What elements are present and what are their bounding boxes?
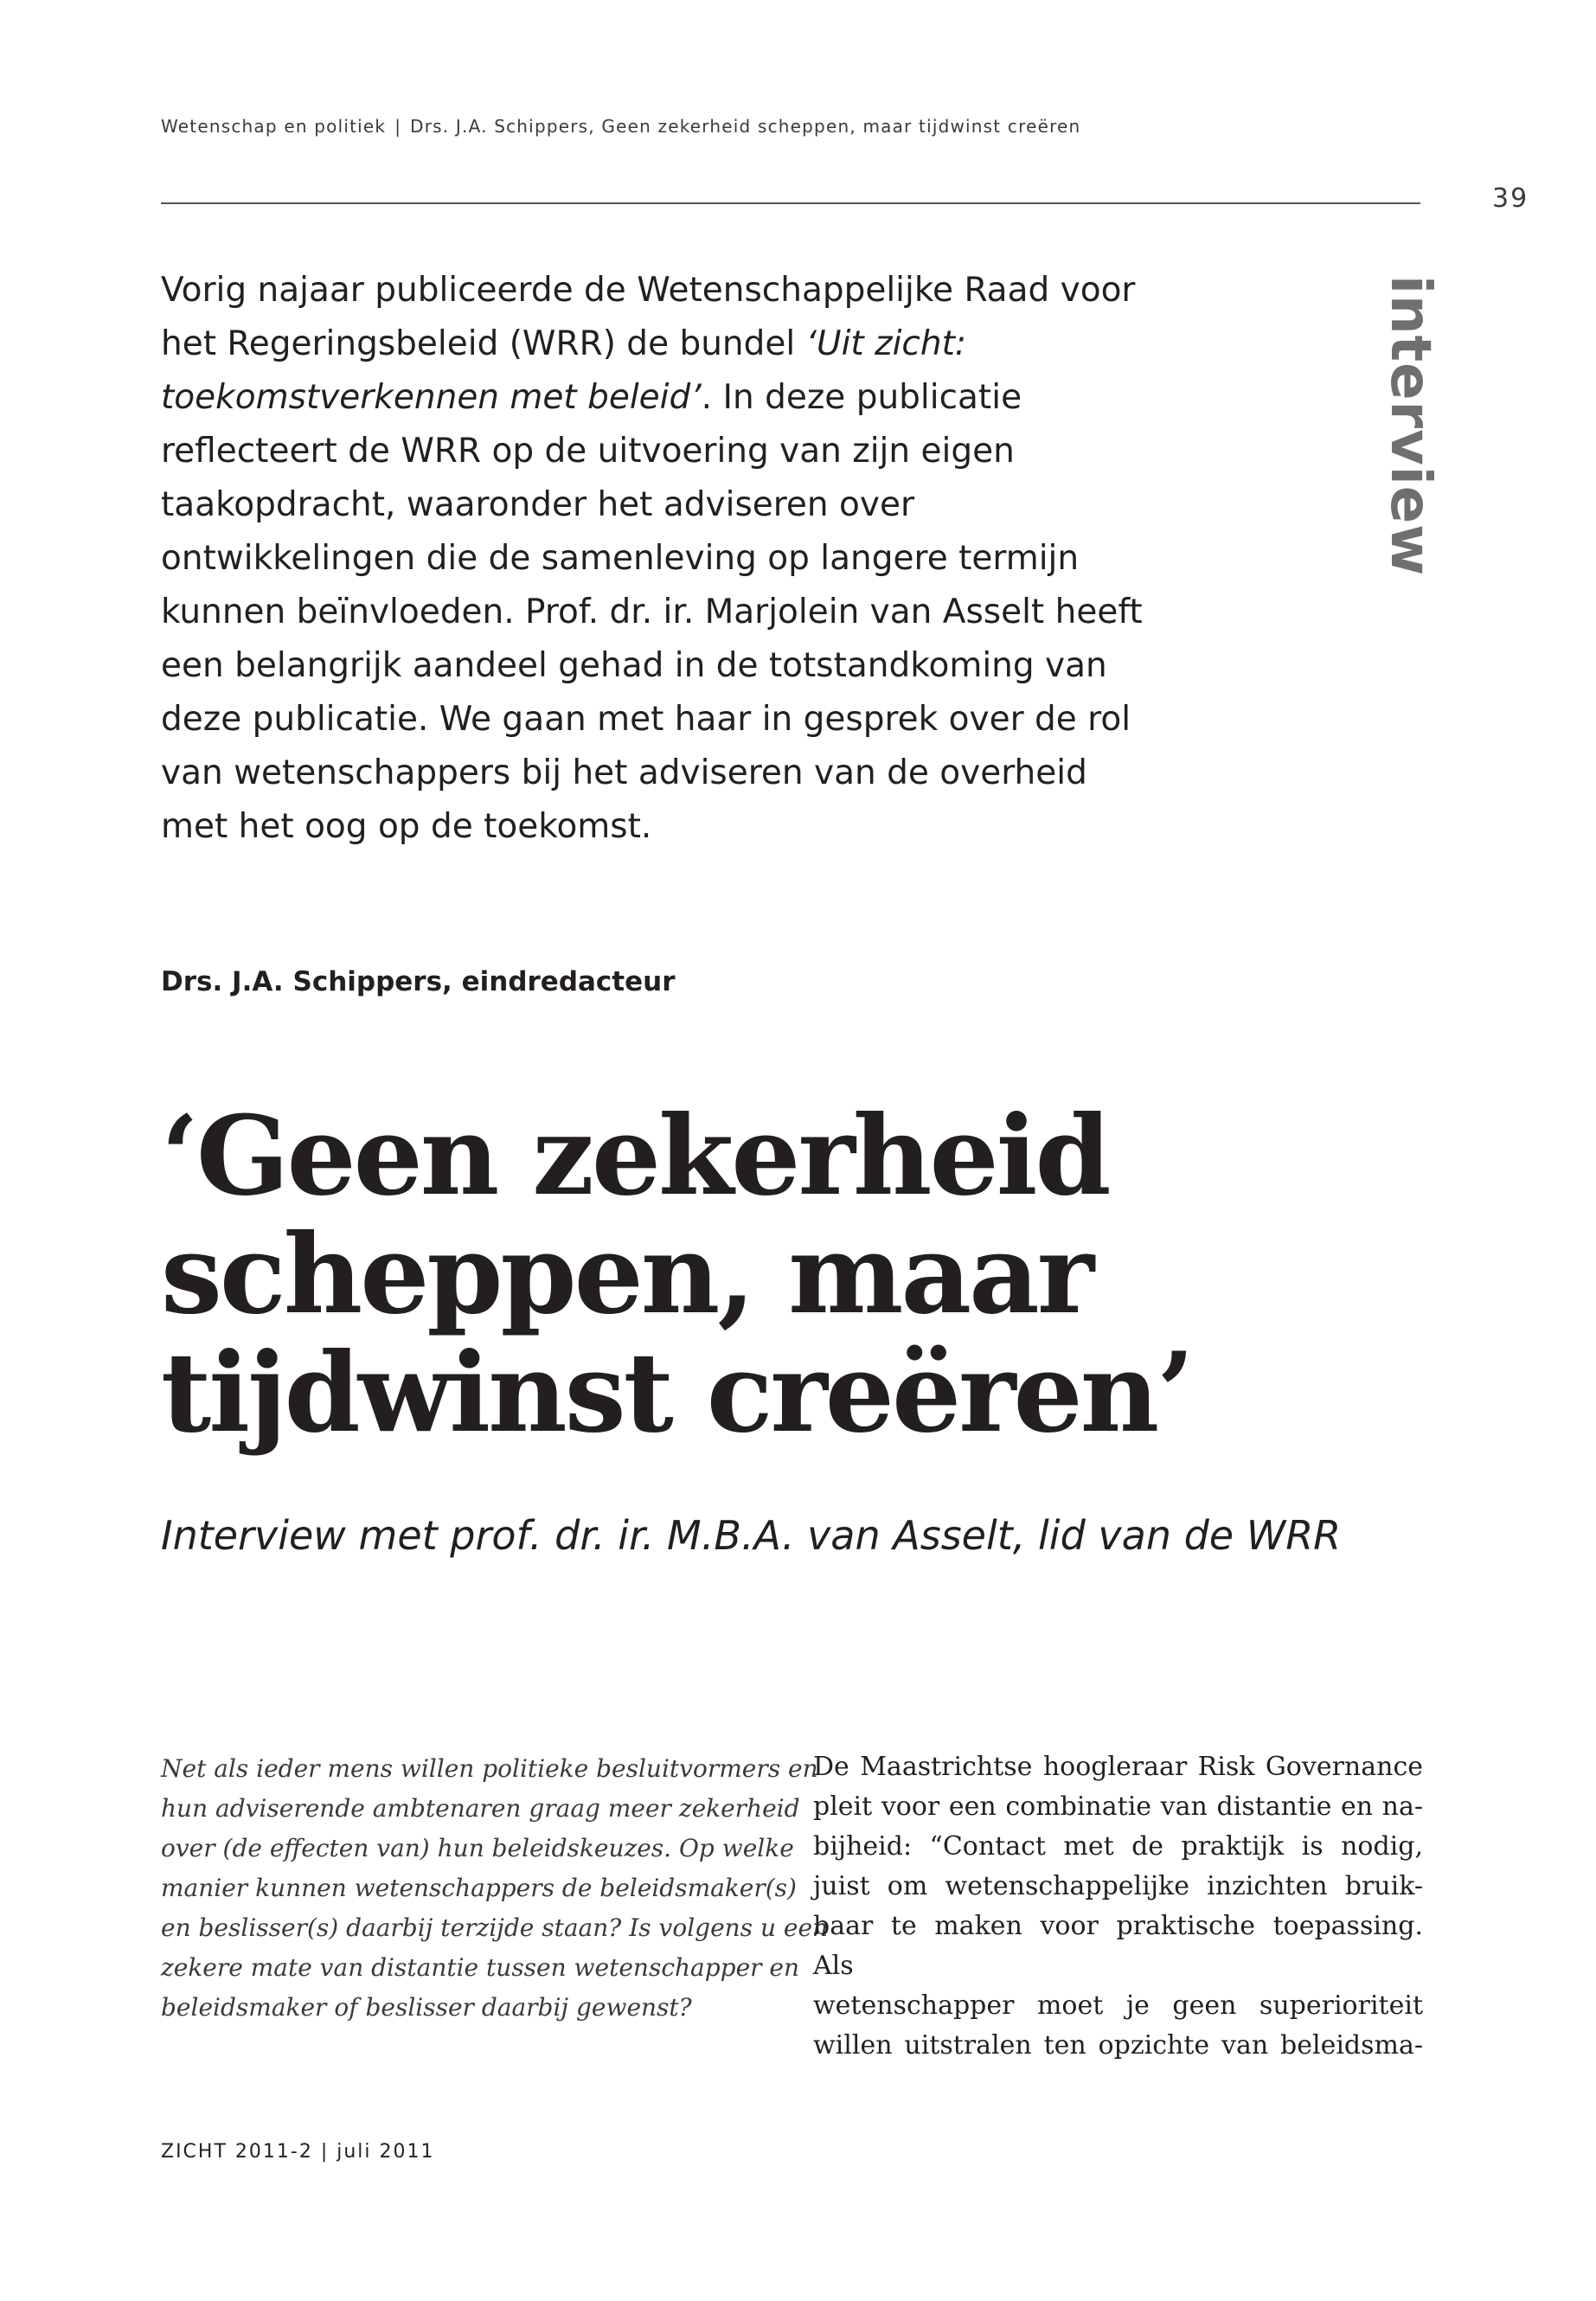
running-head-article: Drs. J.A. Schippers, Geen zekerheid scheppen, maar tijdwinst creëren [410, 116, 1081, 137]
running-head [161, 116, 1080, 137]
article-subtitle: Interview met prof. dr. ir. M.B.A. van Asselt, lid van de WRR [161, 1512, 1342, 1559]
header-rule [161, 202, 1420, 204]
question-line: beleidsmaker of beslisser daarbij gewenst? [161, 1993, 692, 2022]
intro-text-2: . In deze publicatie reflecteert de WRR op de uitvoering van zijn eigen taakopdracht, waaronder het adviseren over ontwikkelingen die de samenleving op langere termijn kunnen beïnvloeden. Prof. dr. ir. Marjolein van Asselt heeft een belangrijk aandeel gehad in de totstandkoming van deze publicatie. We gaan met haar in gesprek over de rol van wetenschappers bij het adviseren van de overheid met het oog op de toekomst. [161, 378, 1143, 846]
intro-text-1: Vorig najaar publiceerde de Wetenschappelijke Raad voor het Regeringsbeleid (WRR) de bundel [161, 271, 1136, 363]
article-title [161, 1092, 1372, 1457]
answer-line: juist om wetenschappelijke inzichten bruik- [813, 1871, 1423, 1901]
answer-line: baar te maken voor praktische toepassing. Als [813, 1911, 1423, 1981]
interview-question [161, 1749, 829, 2028]
page-number: 39 [1492, 183, 1529, 214]
answer-line: wetenschapper moet je geen superioriteit [813, 1990, 1423, 2021]
section-label [1378, 275, 1442, 578]
interview-answer [813, 1747, 1423, 2066]
section-label-text: interview [1378, 275, 1442, 577]
question-line: Net als ieder mens willen politieke besluitvormers en [161, 1754, 818, 1783]
question-line: en beslisser(s) daarbij terzijde staan? Is volgens u een [161, 1913, 829, 1942]
answer-line: willen uitstralen ten opzichte van beleidsma- [813, 2030, 1423, 2061]
title-line: scheppen, maar [161, 1210, 1093, 1338]
answer-line: pleit voor een combinatie van distantie en na- [813, 1791, 1423, 1822]
byline: Drs. J.A. Schippers, eindredacteur [161, 966, 676, 997]
question-line: over (de effecten van) hun beleidskeuzes. Op welke [161, 1834, 794, 1862]
running-head-separator: | [394, 116, 402, 137]
question-line: zekere mate van distantie tussen wetenschapper en [161, 1953, 800, 1982]
footer-issue: ZICHT 2011-2 | juli 2011 [161, 2141, 435, 2163]
question-line: hun adviserende ambtenaren graag meer zekerheid [161, 1794, 800, 1823]
answer-line: bijheid: “Contact met de praktijk is nodig, [813, 1831, 1423, 1862]
intro-paragraph [161, 264, 1164, 854]
title-line: tijdwinst creëren’ [161, 1329, 1193, 1457]
running-head-section: Wetenschap en politiek [161, 116, 387, 137]
intro-publication-title: ‘Uit zicht: toekomstverkennen met beleid’ [161, 324, 967, 417]
title-line: ‘Geen zekerheid [161, 1092, 1109, 1220]
answer-line: De Maastrichtse hoogleraar Risk Governance [813, 1752, 1423, 1782]
question-line: manier kunnen wetenschappers de beleidsmaker(s) [161, 1874, 797, 1902]
